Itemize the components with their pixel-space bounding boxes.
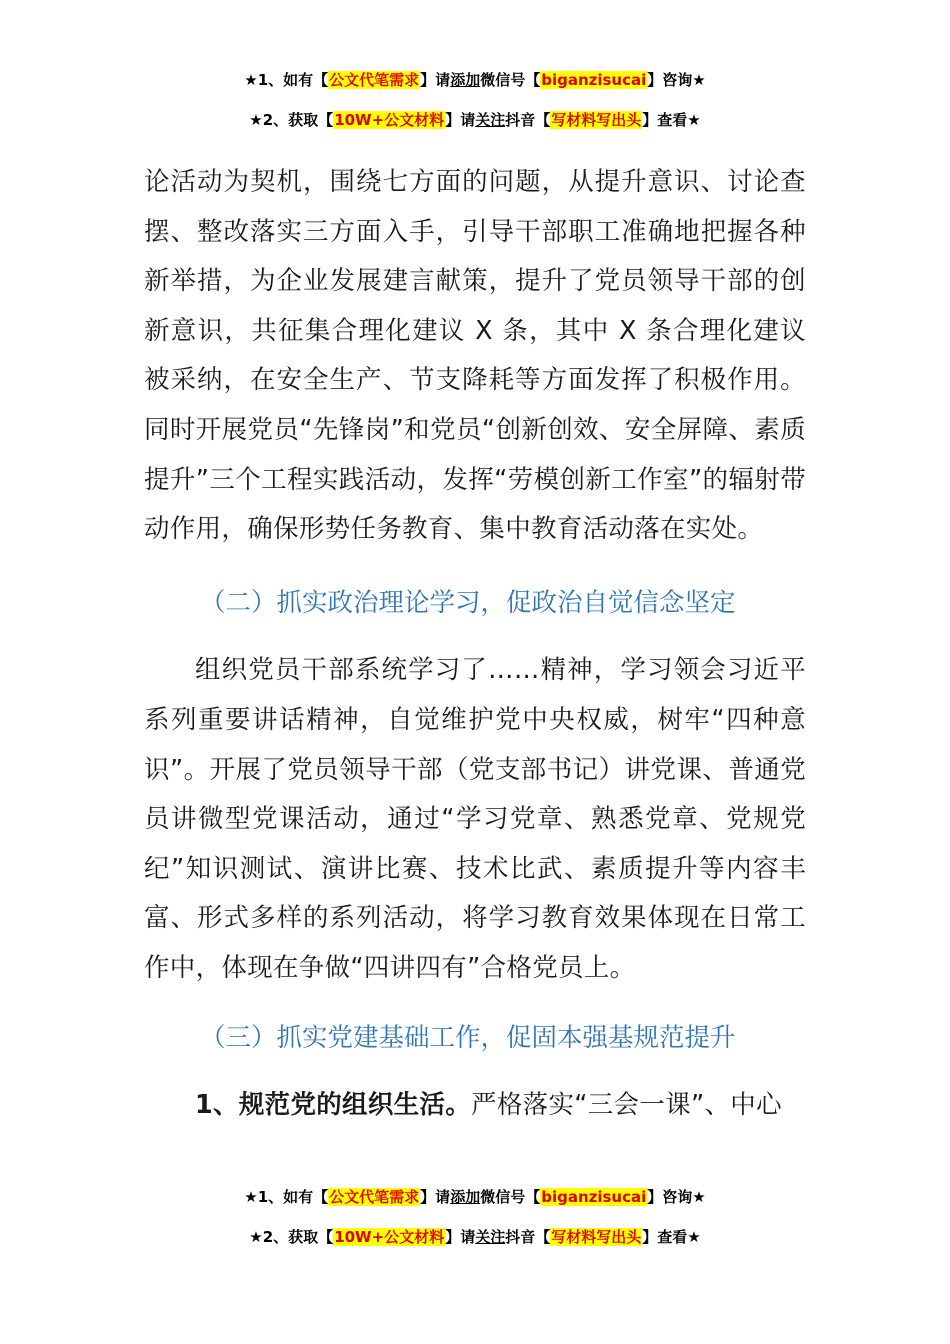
section-heading-3: （三）抓实党建基础工作，促固本强基规范提升: [200, 1022, 736, 1053]
highlight-materials: 10W+公文材料: [334, 111, 445, 129]
banner-line-2-bottom: ★2、获取【10W+公文材料】请关注抖音【写材料写出头】查看★: [249, 1228, 701, 1246]
bottom-banner: [0, 1177, 950, 1257]
banner-line-1: ★1、如有【公文代笔需求】请添加微信号【biganzisucai】咨询★: [244, 71, 706, 89]
banner-line-1-bottom: ★1、如有【公文代笔需求】请添加微信号【biganzisucai】咨询★: [244, 1188, 706, 1206]
subsection-lead: 1、规范党的组织生活。: [195, 1090, 472, 1121]
banner-line-2: ★2、获取【10W+公文材料】请关注抖音【写材料写出头】查看★: [249, 111, 701, 129]
highlight-ghostwriting: 公文代笔需求: [329, 71, 420, 89]
paragraph-3: 1、规范党的组织生活。严格落实“三会一课”、中心: [195, 1090, 782, 1121]
highlight-wechat-id: biganzisucai: [541, 71, 647, 89]
section-heading-2: （二）抓实政治理论学习，促政治自觉信念坚定: [200, 587, 736, 618]
paragraph-2: 组织党员干部系统学习了……精神，学习领会习近平系列重要讲话精神，自觉维护党中央权威，树牢“四种意识”。开展了党员领导干部（党支部书记）讲党课、普通党员讲微型党课活动，通过“学习党章、熟悉党章、党规党纪”知识测试、演讲比赛、技术比武、素质提升等内容丰富、形式多样的系列活动，将学习教育效果体现在日常工作中，体现在争做“四讲四有”合格党员上。: [144, 655, 806, 983]
highlight-douyin-id: 写材料写出头: [551, 111, 642, 129]
top-banner: [0, 60, 950, 140]
document-body: [144, 158, 806, 1131]
paragraph-1: 论活动为契机，围绕七方面的问题，从提升意识、讨论查摆、整改落实三方面入手，引导干部职工准确地把握各种新举措，为企业发展建言献策，提升了党员领导干部的创新意识，共征集合理化建议 X 条，其中 X 条合理化建议被采纳，在安全生产、节支降耗等方面发挥了积极作用。同时开展党员“先锋岗”和党员“创新创效、安全屏障、素质提升”三个工程实践活动，发挥“劳模创新工作室”的辐射带动作用，确保形势任务教育、集中教育活动落在实处。: [144, 167, 806, 545]
